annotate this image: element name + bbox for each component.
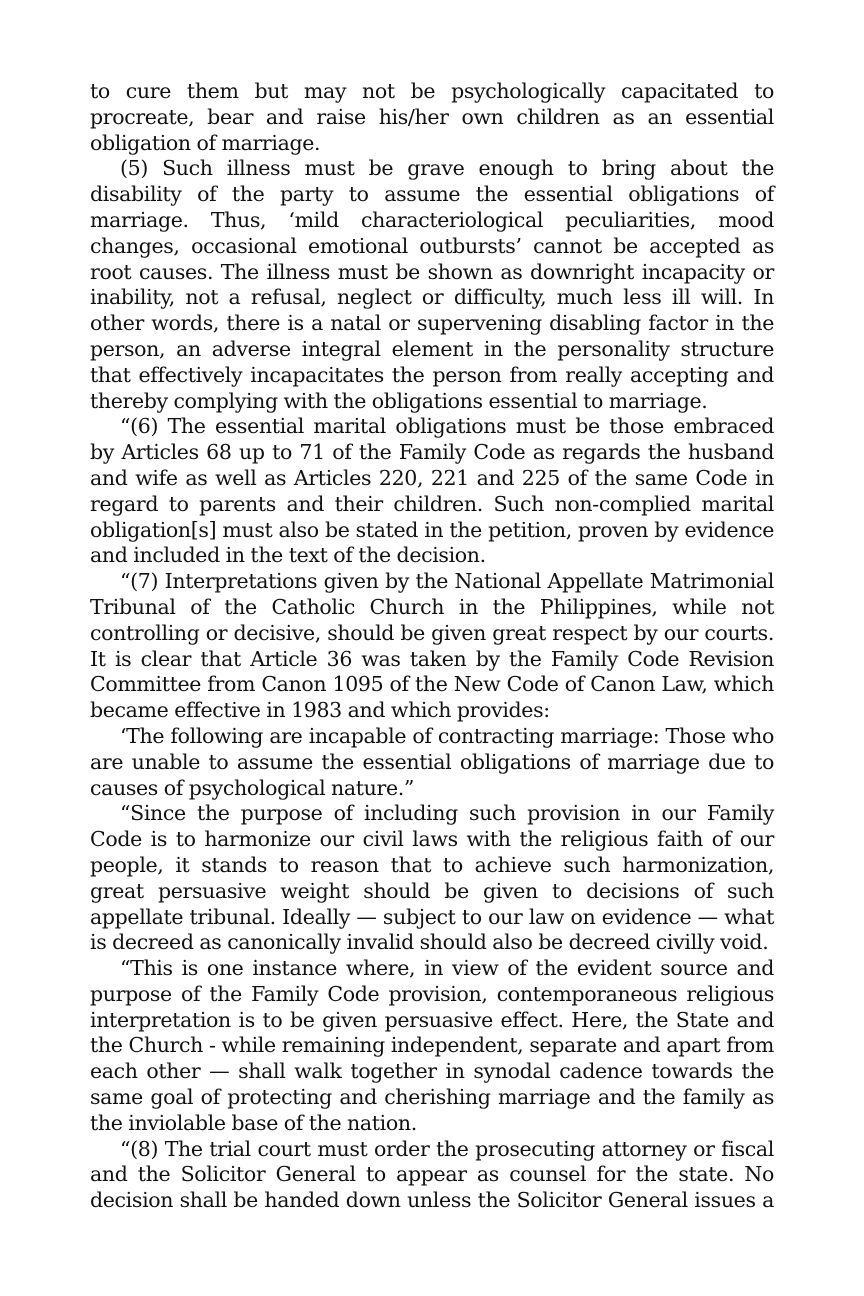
- document-page: [90, 79, 774, 1214]
- paragraph-canon-quote: ‘The following are incapable of contracting marriage: Those who are unable to assume the essential obligations of marriage due to causes of psychological nature.”: [90, 723, 774, 800]
- paragraph-item-6: “(6) The essential marital obligations must be those embraced by Articles 68 up to 71 of the Family Code as regards the husband and wife as well as Articles 220, 221 and 225 of the same Code in regard to parents and their children. Such non-complied marital obligation[s] must also be stated in the petition, proven by evidence and included in the text of the decision.: [90, 414, 774, 568]
- paragraph-religious-interpretation: “This is one instance where, in view of the evident source and purpose of the Family Code provision, contemporaneous religious interpretation is to be given persuasive effect. Here, the State and the Church - while remaining independent, separate and apart from each other — shall walk together in synodal cadence towards the same goal of protecting and cherishing marriage and the family as the inviolable base of the nation.: [90, 956, 774, 1135]
- paragraph-item-5: (5) Such illness must be grave enough to bring about the disability of the party to assume the essential obligations of marriage. Thus, ‘mild characteriological peculiarities, mood changes, occasional emotional outbursts’ cannot be accepted as root causes. The illness must be shown as downright incapacity or inability, not a refusal, neglect or difficulty, much less ill will. In other words, there is a natal or supervening disabling factor in the person, an adverse integral element in the personality structure that effectively incapacitates the person from really accepting and thereby complying with the obligations essential to marriage.: [90, 156, 774, 413]
- paragraph-item-8: “(8) The trial court must order the prosecuting attorney or fiscal and the Solicitor General to appear as counsel for the state. No decision shall be handed down unless the Solicitor General issues a: [90, 1136, 774, 1213]
- paragraph-harmonization: “Since the purpose of including such provision in our Family Code is to harmonize our civil laws with the religious faith of our people, it stands to reason that to achieve such harmonization, great persuasive weight should be given to decisions of such appellate tribunal. Ideally — subject to our law on evidence — what is decreed as canonically invalid should also be decreed civilly void.: [90, 801, 774, 955]
- paragraph-item-7: “(7) Interpretations given by the National Appellate Matrimonial Tribunal of the Catholic Church in the Philippines, while not controlling or decisive, should be given great respect by our courts. It is clear that Article 36 was taken by the Family Code Revision Committee from Canon 1095 of the New Code of Canon Law, which became effective in 1983 and which provides:: [90, 569, 774, 723]
- paragraph-continued: to cure them but may not be psychologically capacitated to procreate, bear and raise his/her own children as an essential obligation of marriage.: [90, 79, 774, 155]
